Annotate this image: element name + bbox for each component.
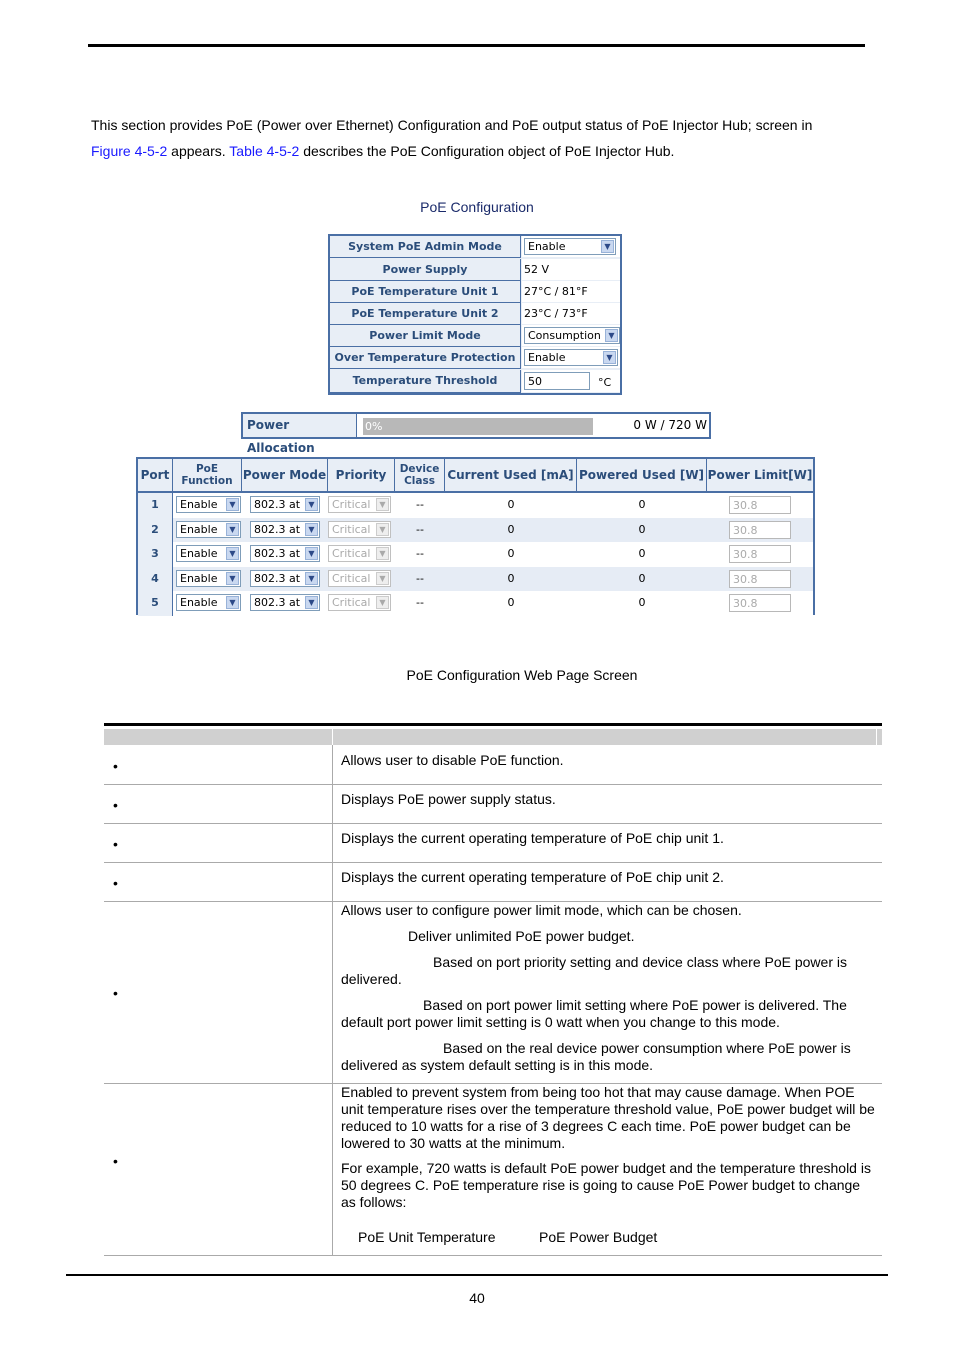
desc-admin-mode: Allows user to disable PoE function. xyxy=(341,752,564,768)
config-row-over-temp-protection xyxy=(330,347,620,369)
bullet: • xyxy=(113,758,118,774)
desc-power-limit-option-2: Based on port priority setting and device class where PoE power is delivered. xyxy=(341,954,847,987)
config-label: System PoE Admin Mode xyxy=(330,236,521,258)
chevron-down-icon: ▼ xyxy=(376,572,389,585)
current-used-value: 0 xyxy=(507,547,515,560)
power-allocation-value: 0 W / 720 W xyxy=(633,418,707,432)
port-row xyxy=(138,542,813,567)
power-limit-input[interactable]: 30.8 xyxy=(729,594,791,612)
chevron-down-icon: ▼ xyxy=(605,329,618,342)
col-header-powered-used: Powered Used [W] xyxy=(577,459,707,493)
temp-unit-label: °C xyxy=(598,376,612,389)
power-allocation-label: Power Allocation xyxy=(243,414,357,437)
power-mode-select[interactable]: 802.3 at ▼ xyxy=(250,594,320,611)
port-number: 1 xyxy=(138,493,173,518)
device-class-value: -- xyxy=(416,522,424,536)
desc-power-limit-mode: Allows user to configure power limit mode, which can be chosen. xyxy=(341,902,742,918)
power-limit-input[interactable]: 30.8 xyxy=(729,545,791,563)
chevron-down-icon: ▼ xyxy=(226,596,239,609)
row-divider xyxy=(104,823,882,824)
device-class-value: -- xyxy=(416,498,424,511)
device-class-value: -- xyxy=(416,596,424,609)
bullet: • xyxy=(113,985,118,1001)
port-number: 4 xyxy=(138,567,173,592)
desc-temp-column-label: PoE Unit Temperature xyxy=(358,1229,496,1245)
priority-select[interactable]: Critical ▼ xyxy=(328,496,391,513)
device-class-value: -- xyxy=(416,571,424,585)
priority-select[interactable]: Critical ▼ xyxy=(328,570,391,587)
desc-power-limit-option-4: Based on the real device power consumption where PoE power is delivered as system default setting is in this mode. xyxy=(341,1040,851,1073)
current-used-value: 0 xyxy=(507,522,515,536)
priority-select[interactable]: Critical ▼ xyxy=(328,594,391,611)
chevron-down-icon: ▼ xyxy=(376,596,389,609)
figure-title: PoE Configuration xyxy=(420,199,534,215)
power-allocation-bar xyxy=(363,418,593,435)
config-label: Temperature Threshold xyxy=(330,370,521,393)
row-divider xyxy=(104,862,882,863)
powered-used-value: 0 xyxy=(638,547,646,560)
page-number: 40 xyxy=(469,1290,485,1306)
desc-over-temp-example: For example, 720 watts is default PoE power budget and the temperature threshold is 50 degrees C. PoE temperature rise is going to cause PoE Power budget to change as follows: xyxy=(341,1160,871,1210)
powered-used-value: 0 xyxy=(638,498,646,511)
chevron-down-icon: ▼ xyxy=(603,351,616,364)
chevron-down-icon: ▼ xyxy=(226,547,239,560)
col-header-port: Port xyxy=(138,459,173,493)
bullet: • xyxy=(113,1153,118,1169)
temp-unit-1-value: 27°C / 81°F xyxy=(522,281,620,303)
chevron-down-icon: ▼ xyxy=(305,498,318,511)
device-class-value: -- xyxy=(416,547,424,560)
powered-used-value: 0 xyxy=(638,522,646,536)
config-label: Power Supply xyxy=(330,259,521,281)
config-label: Over Temperature Protection xyxy=(330,347,521,369)
col-header-power-mode: Power Mode xyxy=(242,459,328,493)
power-mode-select[interactable]: 802.3 at ▼ xyxy=(250,496,320,513)
desc-power-limit-option-3: Based on port power limit setting where PoE power is delivered. The default port power limit setting is 0 watt when you change to this mode. xyxy=(341,997,847,1030)
poe-function-select[interactable]: Enable ▼ xyxy=(176,570,241,587)
chevron-down-icon: ▼ xyxy=(305,572,318,585)
power-mode-select[interactable]: 802.3 at ▼ xyxy=(250,521,320,538)
current-used-value: 0 xyxy=(507,498,515,511)
port-number: 2 xyxy=(138,518,173,543)
power-limit-input[interactable]: 30.8 xyxy=(729,570,791,588)
power-mode-select[interactable]: 802.3 at ▼ xyxy=(250,545,320,562)
desc-temp-unit-1: Displays the current operating temperature of PoE chip unit 1. xyxy=(341,830,724,846)
header-rule xyxy=(88,44,865,47)
table-top-rule xyxy=(104,723,882,726)
footer-rule xyxy=(66,1274,888,1276)
port-table xyxy=(136,457,815,615)
bullet: • xyxy=(113,836,118,852)
priority-select[interactable]: Critical ▼ xyxy=(328,521,391,538)
desc-power-supply: Displays PoE power supply status. xyxy=(341,791,556,807)
chevron-down-icon: ▼ xyxy=(376,523,389,536)
power-limit-mode-select[interactable]: Consumption ▼ xyxy=(524,327,620,344)
powered-used-value: 0 xyxy=(638,571,646,585)
chevron-down-icon: ▼ xyxy=(305,523,318,536)
powered-used-value: 0 xyxy=(638,596,646,609)
col-header-current-used: Current Used [mA] xyxy=(445,459,577,493)
config-row-power-limit-mode xyxy=(330,325,620,347)
config-row-temp-unit-2 xyxy=(330,303,620,325)
power-limit-input[interactable]: 30.8 xyxy=(729,521,791,539)
current-used-value: 0 xyxy=(507,571,515,585)
admin-mode-select[interactable]: Enable ▼ xyxy=(524,238,616,255)
config-label: PoE Temperature Unit 2 xyxy=(330,303,521,325)
col-header-device-class: Device Class xyxy=(395,459,445,493)
poe-function-select[interactable]: Enable ▼ xyxy=(176,521,241,538)
power-limit-input[interactable]: 30.8 xyxy=(729,496,791,514)
chevron-down-icon: ▼ xyxy=(226,523,239,536)
config-row-power-supply xyxy=(330,259,620,281)
chevron-down-icon: ▼ xyxy=(226,498,239,511)
chevron-down-icon: ▼ xyxy=(376,498,389,511)
poe-config-table xyxy=(328,234,622,395)
desc-temp-unit-2: Displays the current operating temperature of PoE chip unit 2. xyxy=(341,869,724,885)
port-row xyxy=(138,567,813,592)
table-header xyxy=(104,729,882,745)
desc-budget-column-label: PoE Power Budget xyxy=(539,1229,658,1245)
port-number: 5 xyxy=(138,591,173,616)
config-row-temp-unit-1 xyxy=(330,281,620,303)
port-row xyxy=(138,591,813,616)
desc-power-limit-option-1: Deliver unlimited PoE power budget. xyxy=(408,928,635,944)
port-row xyxy=(138,493,813,518)
chevron-down-icon: ▼ xyxy=(305,596,318,609)
temp-threshold-input[interactable]: 50 xyxy=(524,372,590,390)
config-row-admin-mode xyxy=(330,236,620,258)
power-supply-value: 52 V xyxy=(522,259,620,281)
chevron-down-icon: ▼ xyxy=(376,547,389,560)
current-used-value: 0 xyxy=(507,596,515,609)
figure-link[interactable]: Figure 4-5-2 xyxy=(91,143,168,159)
intro-paragraph: This section provides PoE (Power over Ethernet) Configuration and PoE output status of PoE Injector Hub; screen in Figure 4-5-2 appears. Table 4-5-2 describes the PoE Configuration object of PoE Injector Hub. xyxy=(91,117,813,159)
bullet: • xyxy=(113,797,118,813)
desc-over-temp-protection: Enabled to prevent system from being too hot that may cause damage. When POE unit temperature rises over the temperature threshold value, PoE power budget will be reduced to 10 watts for a rise of 3 degrees C each time. PoE power budget can be lowered to 30 watts at the minimum. xyxy=(341,1084,875,1151)
port-row xyxy=(138,518,813,543)
figure-caption: PoE Configuration Web Page Screen xyxy=(406,667,638,683)
poe-function-select[interactable]: Enable ▼ xyxy=(176,496,241,513)
row-divider xyxy=(104,784,882,785)
table-column-divider xyxy=(332,745,333,1255)
col-header-priority: Priority xyxy=(328,459,395,493)
config-label: Power Limit Mode xyxy=(330,325,521,347)
chevron-down-icon: ▼ xyxy=(226,572,239,585)
power-allocation xyxy=(241,412,711,455)
temp-unit-2-value: 23°C / 73°F xyxy=(522,303,620,325)
config-row-temp-threshold xyxy=(330,370,620,393)
table-link[interactable]: Table 4-5-2 xyxy=(229,143,300,159)
chevron-down-icon: ▼ xyxy=(305,547,318,560)
priority-select[interactable]: Critical ▼ xyxy=(328,545,391,562)
poe-function-select[interactable]: Enable ▼ xyxy=(176,594,241,611)
power-mode-select[interactable]: 802.3 at ▼ xyxy=(250,570,320,587)
poe-function-select[interactable]: Enable ▼ xyxy=(176,545,241,562)
port-number: 3 xyxy=(138,542,173,567)
col-header-poe-function: PoE Function xyxy=(173,459,242,493)
chevron-down-icon: ▼ xyxy=(601,240,614,253)
bullet: • xyxy=(113,875,118,891)
col-header-power-limit: Power Limit[W] xyxy=(707,459,813,493)
config-label: PoE Temperature Unit 1 xyxy=(330,281,521,303)
row-divider xyxy=(104,1255,882,1256)
power-allocation-percent: 0% xyxy=(365,420,383,433)
over-temp-protection-select[interactable]: Enable ▼ xyxy=(524,349,618,366)
